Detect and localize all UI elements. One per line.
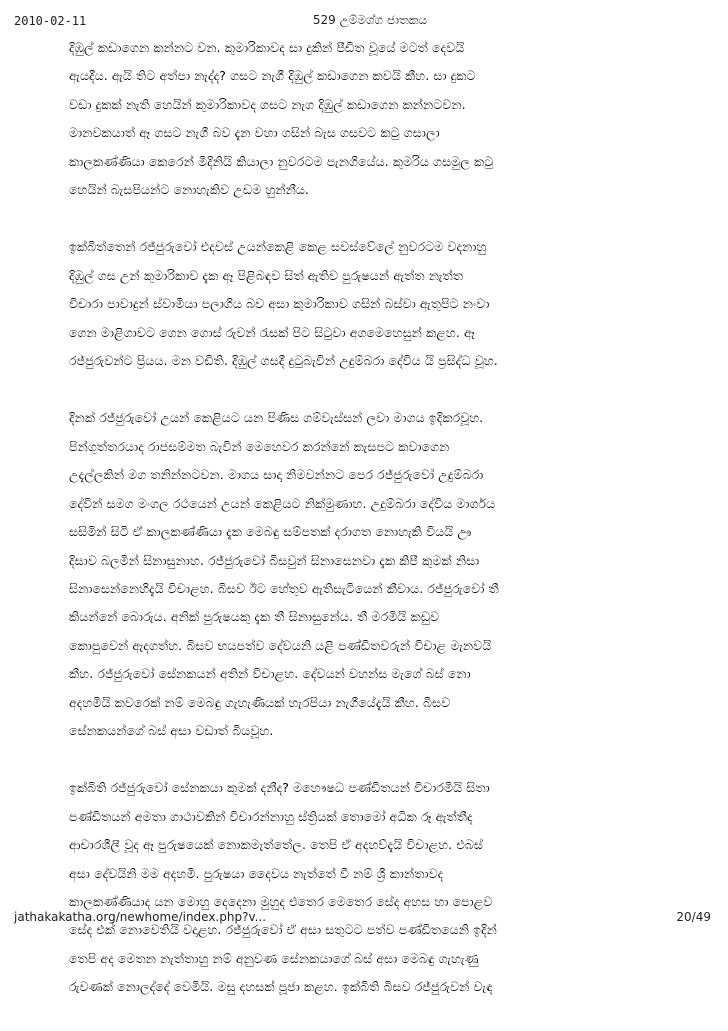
document-body <box>69 34 629 1031</box>
text-line: විචාරා පාවාදුන් ස්වාමියා පලාගිය බව අසා කුමාරිකාව ගසින් බස්වා ඇතුපිට නංවා <box>69 296 490 312</box>
text-line: පණ්ඩිතයන් අමතා ගාථාවකින් විචාරන්නාහු ස්ත්‍රියක් තොමෝ අධික රූ ඇත්තීද <box>69 808 473 824</box>
text-line: ඉක්බිත්තෙන් රජ්ජුරුවෝ එදවස් උයන්කෙළි කෙළ සවස්වේලේ නුවරටම වදනාහු <box>69 239 487 255</box>
text-line: තෙපි අද මෙතන නැත්තාහු නම් අනුවණ සේනකයාගේ බස් අසා මෙබඳු ගැහැණු <box>69 950 479 966</box>
page-title: 529 උම්මග්ග ජාතකය <box>312 13 428 27</box>
text-line: අදහමියි කවරෙක් නම් මෙබඳු ගැහැණියක් හැරපියා නැගීයේදැයි කීහ. බිසව <box>69 694 451 710</box>
page-number: 20/49 <box>676 910 711 924</box>
text-line: මානවකයාත් ඈ ගසට නැගී බව දැන වහා ගසින් බැස ගසවට කටු ගසාලා <box>69 125 440 141</box>
text-line: දිඹුල් ගස උන් කුමාරිකාව දැක ඈ පිළිබඳව සිත් ඇතිව පුරුෂයන් ඇත්ත නැත්ත <box>69 267 463 283</box>
text-line: කියන්නේ බොරුය. අනික් පුරුෂයකු දැක තී සිනාසුනේය. තී මරමියි කඩුව <box>69 609 440 625</box>
print-date: 2010-02-11 <box>14 14 87 28</box>
text-line: දිඹුල් කඩාගෙන කන්නට වන. කුමාරිකාවද සා දුකින් පීඩිත වූයේ මටත් දෙවයි <box>69 40 465 55</box>
text-line: දිනක් රජ්ජුරුවෝ උයන් කෙළියට යන පිණිස ගම්වැස්සන් ලවා මාගය ඉදිකරවූහ. <box>69 410 484 426</box>
text-line: සසිමින් සිටි ඒ කාලකණ්ණියා දැක මෙබඳු සම්පතක් දරාගත නොහැකි වියයි ඌ <box>69 524 472 540</box>
text-line: හෙයින් බැසපියන්ට නොහැකිව උඩම හුන්නීය. <box>69 182 310 198</box>
source-url: jathakakatha.org/newhome/index.php?v... <box>14 910 267 924</box>
text-line: පින්ගුත්තරයාද රාජසම්මත බැවින් මෙහෙවර කරන්නේ කැසපට කවාගෙන <box>69 438 450 454</box>
paragraph-3 <box>69 404 629 745</box>
text-line: දේවින් සමග මංගල රථයෙන් උයන් කෙළියට නික්මුණාහ. උදුම්බරා දේවිය මාර්ගය <box>69 495 496 511</box>
text-line: අසා දේවයිනි මම අදහමි. පුරුෂයා දෛවය නැත්තේ වී නම් ශ්‍රී කාන්තාවද <box>69 865 444 881</box>
text-line: වඩා දුකක් නැති හෙයින් කුමාරිකාවද ගසට නැග දිඹුල් කඩාගෙන කන්නටවන. <box>69 96 466 112</box>
text-line: සේනකයන්ගේ බස් අසා වඩාත් බියවූහ. <box>69 722 274 738</box>
text-line: ගෙන මාළිගාවට ගෙන ගොස් රුවන් රැසක් පිට සිටුවා අගමෙහෙසුන් කළහ. ඈ <box>69 324 475 340</box>
text-line: රජ්ජුරුවන්ට ප්‍රියය. මන වඩිති. දිඹුල් ගසදී දුටුබැවින් උදුම්බරා දේවිය යි ප්‍රසිද්ධ වූහ. <box>69 353 498 369</box>
text-line: ඇයදීය. ඇයි තිට අත්පා නැද්ද? ගසට නැගී දිඹුල් කඩාගෙන කවයි කීහ. සා දුකට <box>69 68 476 84</box>
text-line: සිනාසෙන්නෙහිදැයි විචාළහ. බිසව ඊට හේතුව ඇතිසැටියෙන් කීවාය. රජ්ජුරුවෝ තී <box>69 580 499 596</box>
paragraph-4 <box>69 774 629 1001</box>
text-line: උදැල්ලකින් මග තනින්නටවන. මාගය සාදා නිමවන්නට පෙර රජ්ජුරුවෝ උදුම්බරා <box>69 467 484 483</box>
paragraph-2 <box>69 233 629 375</box>
text-line: කොපුවෙන් ඇදගත්හ. බිසව භයපත්ව දේවයනි යළි පණ්ඩිතවරුන් විචාළ මැනවයි <box>69 637 492 653</box>
text-line: දිසාව බලමින් සිනාසුනාහ. රජ්ජුරුවෝ බිසවුන් සිනාසෙනවා දැක කිපී කුමක් නිසා <box>69 552 480 568</box>
text-line: රුවණක් නොලද්දේ වෙමියි. මසු දහසක් පූජා කළහ. ඉක්බිති බිසව රජ්ජුරුවන් වැඳ <box>69 979 493 995</box>
text-line: කාලකණ්ණියාද යන මොහු දෙදෙනා මුහුද එතෙර මෙතෙර සේද අහස හා පොළව <box>69 893 493 909</box>
text-line: කාලකණ්ණියා කෙරෙන් මිදිනියි කියාලා නුවරටම පැනගියේය. කුමරිය ගසමුල කටු <box>69 153 494 169</box>
text-line: ආචාරශීලී වූද ඈ පුරුෂයෙක් නොකමැත්තේල. තෙපි ඒ අදහව්දැයි විචාළහ. එබස් <box>69 837 484 853</box>
paragraph-1 <box>69 34 629 204</box>
text-line: කීහ. රජ්ජුරුවෝ සේනකයන් අතින් විචාළහ. දේවයන් වහන්ස මැගේ බස් නො <box>69 666 471 682</box>
text-line: ඉක්බිති රජ්ජුරුවෝ සේනකයා කුමක් දනීද? මහෞෂධ පණ්ඩිතයන් විචාරමියි සිතා <box>69 780 490 796</box>
text-line: සේද එක් නොවෙතියි වදාළහ. රජ්ජුරුවෝ ඒ අසා සතුටට පත්ව පණ්ඩිතයෙනි ඉදින් <box>69 922 497 938</box>
